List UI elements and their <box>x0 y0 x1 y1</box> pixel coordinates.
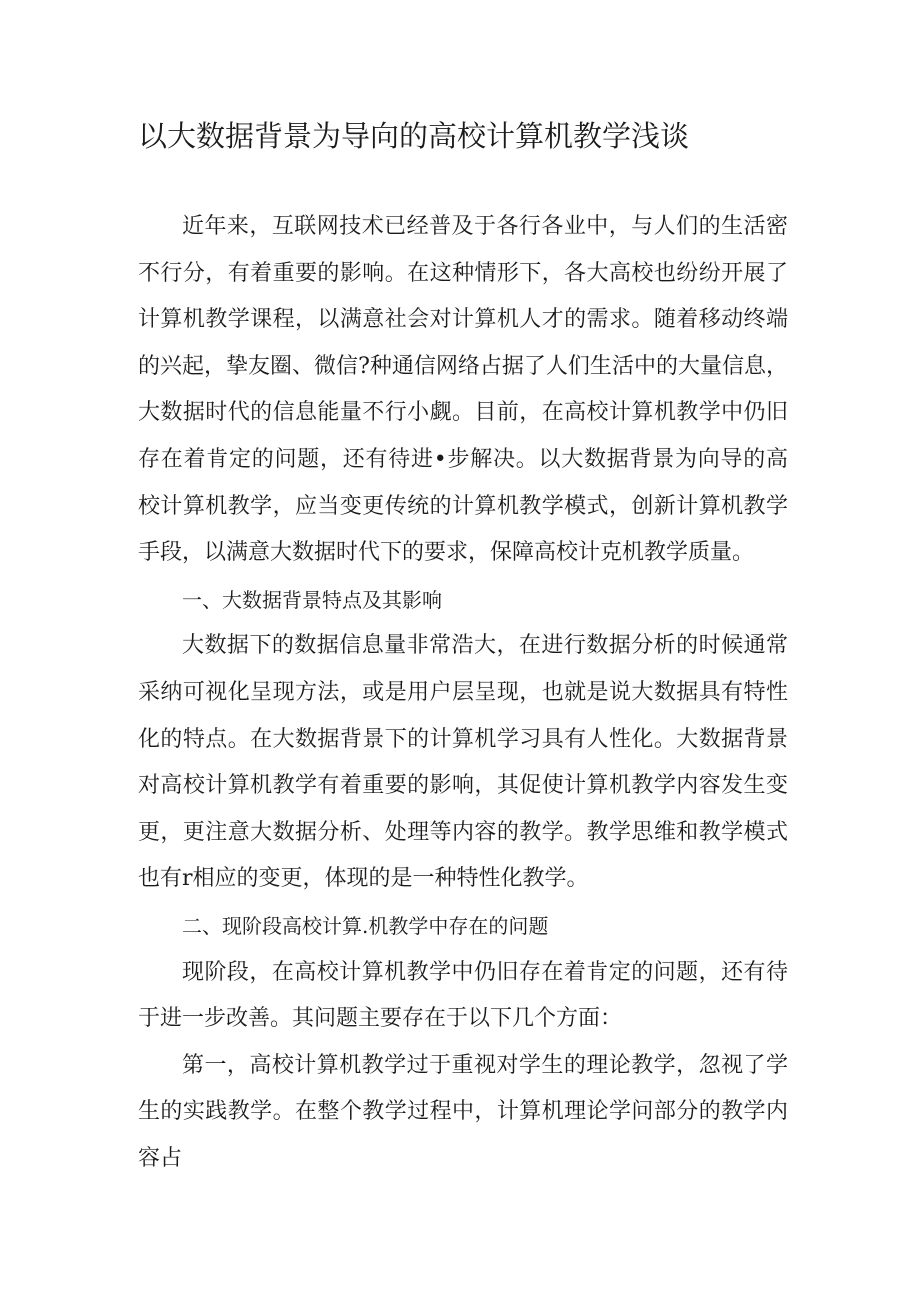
document-body <box>138 204 788 1182</box>
paragraph-first-problem: 第一，高校计算机教学过于重视对学生的理论教学，忽视了学生的实践教学。在整个教学过程中，计算机理论学问部分的教学内容占 <box>138 1052 788 1171</box>
section-heading-1: 一、大数据背景特点及其影响 <box>182 587 442 612</box>
paragraph-intro: 近年来，互联网技术已经普及于各行各业中，与人们的生活密不行分，有着重要的影响。在这种情形下，各大高校也纷纷开展了计算机教学课程，以满意社会对计算机人才的需求。随着移动终端的兴起，挚友圈、微信?种通信网络占据了人们生活中的大量信息，大数据时代的信息能量不行小觑。目前，在高校计算机教学中仍旧存在着肯定的问题，还有待进•步解决。以大数据背景为向导的高校计算机教学，应当变更传统的计算机教学模式，创新计算机教学手段，以满意大数据时代下的要求，保障高校计克机教学质量。 <box>138 214 788 566</box>
document-title: 以大数据背景为导向的高校计算机教学浅谈 <box>138 119 690 153</box>
paragraph-current-problems: 现阶段，在高校计算机教学中仍旧存在着肯定的问题，还有待于进一步改善。其问题主要存在于以下几个方面： <box>138 959 788 1032</box>
paragraph-bigdata-features: 大数据下的数据信息量非常浩大，在进行数据分析的时候通常采纳可视化呈现方法，或是用户层呈现，也就是说大数据具有特性化的特点。在大数据背景下的计算机学习具有人性化。大数据背景对高校计算机教学有着重要的影响，其促使计算机教学内容发生变更，更注意大数据分析、处理等内容的教学。教学思维和教学模式也有r相应的变更，体现的是一种特性化教学。 <box>138 633 788 892</box>
section-heading-2: 二、现阶段高校计算.机教学中存在的问题 <box>182 913 549 938</box>
